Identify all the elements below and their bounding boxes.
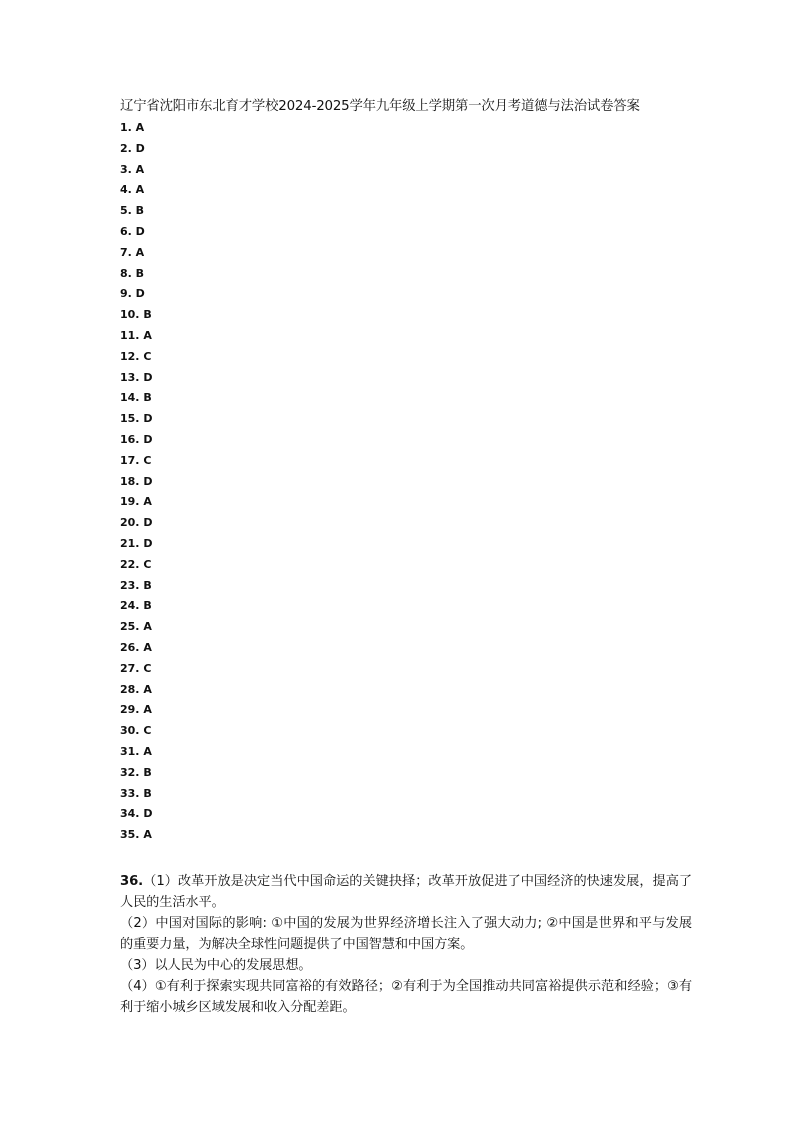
answer-item: 14. B <box>120 391 152 405</box>
answer-item: 29. A <box>120 703 152 717</box>
answer-item: 16. D <box>120 432 153 446</box>
answer-item: 17. C <box>120 453 152 467</box>
answer-item: 20. D <box>120 516 153 530</box>
answer-item: 26. A <box>120 640 152 654</box>
essay-part-text: （1）改革开放是决定当代中国命运的关键抉择；改革开放促进了中国经济的快速发展，提高了人民的生活水平。 <box>120 873 692 910</box>
answer-item: 34. D <box>120 807 153 821</box>
answer-item: 9. D <box>120 287 145 301</box>
essay-part-3: （3）以人民为中心的发展思想。 <box>120 957 312 973</box>
essay-answer-36 <box>120 871 692 1018</box>
answer-document <box>120 98 692 1018</box>
answer-item: 3. A <box>120 162 145 176</box>
answer-item: 8. B <box>120 266 145 280</box>
answer-item: 6. D <box>120 224 145 238</box>
document-title: 辽宁省沈阳市东北育才学校2024-2025学年九年级上学期第一次月考道德与法治试卷答案 <box>120 99 640 114</box>
answer-item: 4. A <box>120 183 145 197</box>
answer-item: 1. A <box>120 121 145 134</box>
question-number: 36. <box>120 873 144 889</box>
answer-item: 10. B <box>120 308 152 322</box>
essay-part-4: （4）①有利于探索实现共同富裕的有效路径；②有利于为全国推动共同富裕提供示范和经验；③有利于缩小城乡区域发展和收入分配差距。 <box>120 978 692 1015</box>
answer-item: 24. B <box>120 599 152 613</box>
answer-item: 2. D <box>120 141 145 155</box>
answer-item: 18. D <box>120 474 153 488</box>
answer-item: 19. A <box>120 495 152 509</box>
answer-item: 30. C <box>120 724 152 738</box>
answer-item: 32. B <box>120 765 152 779</box>
essay-part-2: （2）中国对国际的影响: ①中国的发展为世界经济增长注入了强大动力; ②中国是世界和平与发展的重要力量，为解决全球性问题提供了中国智慧和中国方案。 <box>120 915 692 952</box>
answer-item: 28. A <box>120 682 152 696</box>
answer-item: 5. B <box>120 204 145 218</box>
answer-item: 22. C <box>120 557 152 571</box>
multiple-choice-answers <box>120 118 692 846</box>
answer-item: 15. D <box>120 412 153 426</box>
answer-item: 21. D <box>120 536 153 550</box>
answer-item: 27. C <box>120 661 152 675</box>
answer-item: 31. A <box>120 744 152 758</box>
answer-item: 23. B <box>120 578 152 592</box>
answer-item: 13. D <box>120 370 153 384</box>
answer-item: 25. A <box>120 620 152 634</box>
answer-item: 33. B <box>120 786 152 800</box>
answer-item: 11. A <box>120 328 152 342</box>
answer-item: 12. C <box>120 349 152 363</box>
answer-item: 7. A <box>120 245 145 259</box>
answer-item: 35. A <box>120 828 152 842</box>
essay-part-1 <box>120 871 692 913</box>
